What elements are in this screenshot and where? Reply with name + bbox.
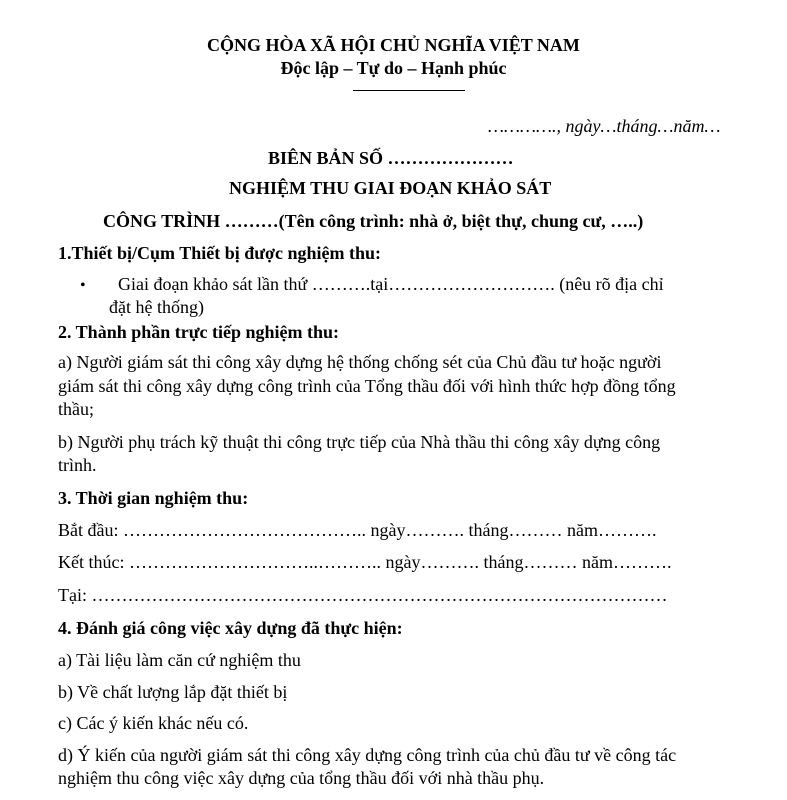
date-line: …………., ngày…tháng…năm… (488, 116, 721, 136)
section-2-item-a-line-1: a) Người giám sát thi công xây dựng hệ thống chống sét của Chủ đầu tư hoặc người (58, 352, 662, 372)
section-2-item-a-line-3: thầu; (58, 399, 94, 419)
section-2-heading: 2. Thành phần trực tiếp nghiệm thu: (58, 322, 340, 342)
document-title: NGHIỆM THU GIAI ĐOẠN KHẢO SÁT (229, 178, 552, 198)
place-line: Tại: …………………………………………………………………………………… (58, 585, 668, 605)
section-2-item-b-line-1: b) Người phụ trách kỹ thuật thi công trực tiếp của Nhà thầu thi công xây dựng công (58, 432, 661, 452)
end-time-line: Kết thúc: …………………………..……….. ngày………. tháng……… năm………. (58, 552, 672, 572)
section-1-bullet-line-1: Giai đoạn khảo sát lần thứ ……….tại………………………. (nêu rõ địa chỉ (118, 274, 664, 294)
national-motto: Độc lập – Tự do – Hạnh phúc (280, 58, 507, 78)
section-1-bullet-line-2: đặt hệ thống) (109, 297, 204, 317)
section-1-heading: 1.Thiết bị/Cụm Thiết bị được nghiệm thu: (58, 243, 381, 263)
section-4-heading: 4. Đánh giá công việc xây dựng đã thực hiện: (58, 618, 403, 638)
section-4-item-b: b) Về chất lượng lắp đặt thiết bị (58, 682, 288, 702)
section-4-item-c: c) Các ý kiến khác nếu có. (58, 713, 249, 733)
document-number: BIÊN BẢN SỐ ………………… (268, 148, 514, 168)
section-4-item-d-line-2: nghiệm thu công việc xây dựng của tổng thầu đối với nhà thầu phụ. (58, 768, 545, 788)
bullet-dot-icon: • (80, 277, 86, 294)
section-2-item-b-line-2: trình. (58, 455, 97, 475)
section-3-heading: 3. Thời gian nghiệm thu: (58, 488, 249, 508)
section-2-item-a-line-2: giám sát thi công xây dựng công trình của Tổng thầu đối với hình thức hợp đồng tổng (58, 376, 676, 396)
motto-underline (353, 90, 465, 91)
project-line: CÔNG TRÌNH ………(Tên công trình: nhà ở, biệt thự, chung cư, …..) (103, 211, 644, 231)
start-time-line: Bắt đầu: ………………………………….. ngày………. tháng……… năm………. (58, 520, 657, 540)
national-title: CỘNG HÒA XÃ HỘI CHỦ NGHĨA VIỆT NAM (207, 35, 580, 55)
section-4-item-a: a) Tài liệu làm căn cứ nghiệm thu (58, 650, 301, 670)
section-4-item-d-line-1: d) Ý kiến của người giám sát thi công xây dựng công trình của chủ đầu tư về công tác (58, 745, 677, 765)
